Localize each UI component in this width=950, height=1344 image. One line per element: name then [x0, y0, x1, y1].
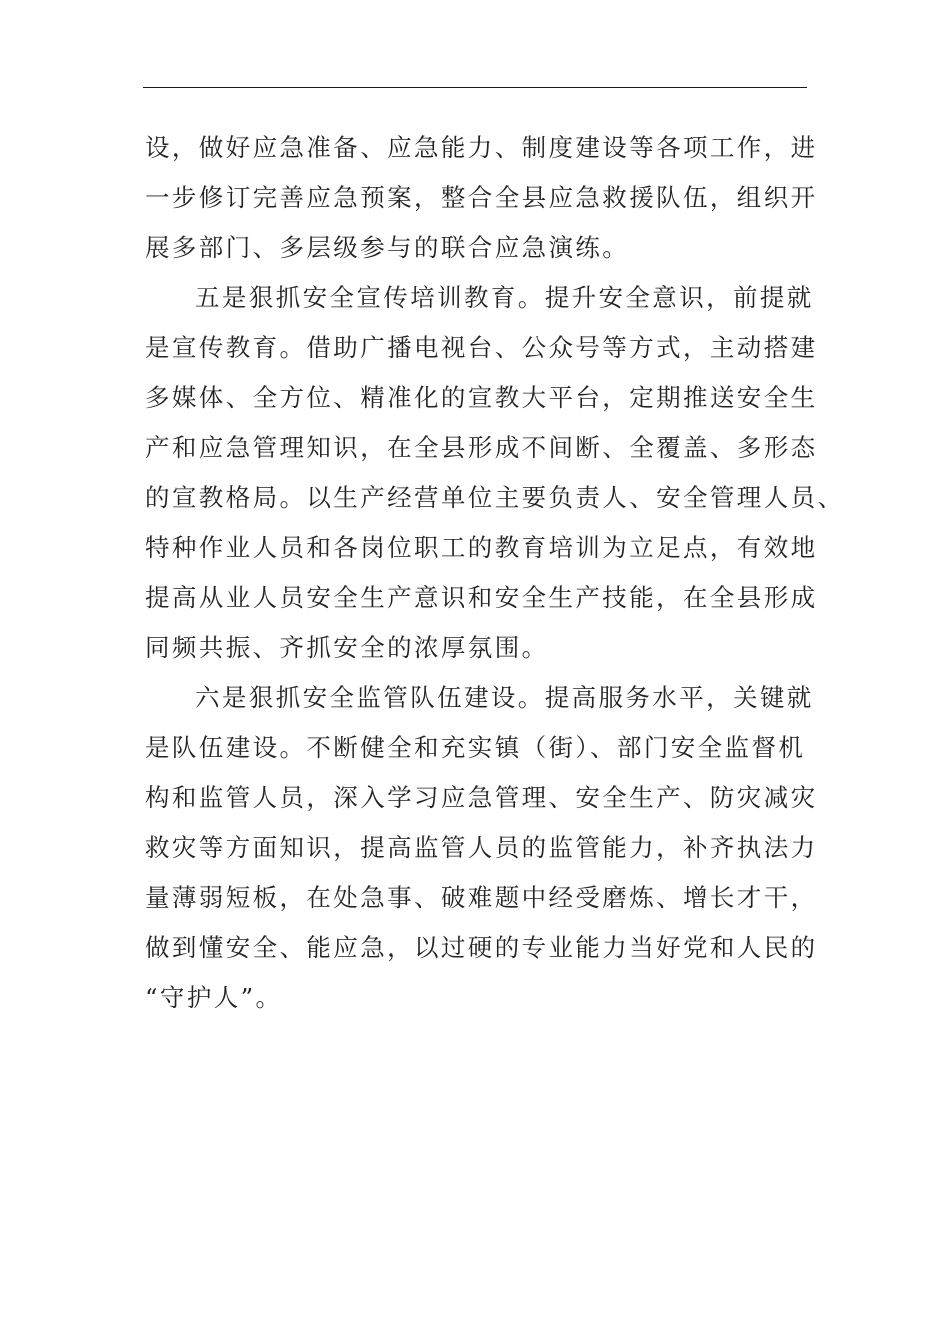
text-line: 做到懂安全、能应急，以过硬的专业能力当好党和人民的 [145, 933, 818, 962]
text-line: “守护人”。 [145, 983, 283, 1012]
text-line: 的宣教格局。以生产经营单位主要负责人、安全管理人员、 [145, 483, 845, 512]
text-line: 是宣传教育。借助广播电视台、公众号等方式，主动搭建 [145, 333, 818, 362]
text-line: 是队伍建设。不断健全和充实镇（街）、部门安全监督机 [145, 733, 806, 762]
text-line: 同频共振、齐抓安全的浓厚氛围。 [145, 633, 549, 662]
text-line: 提高从业人员安全生产意识和安全生产技能，在全县形成 [145, 583, 818, 612]
paragraph-first-line: 五是狠抓安全宣传培训教育。提升安全意识，前提就 [195, 283, 814, 312]
text-line: 特种作业人员和各岗位职工的教育培训为立足点，有效地 [145, 533, 818, 562]
text-line: 产和应急管理知识，在全县形成不间断、全覆盖、多形态 [145, 433, 818, 462]
text-line: 一步修订完善应急预案，整合全县应急救援队伍，组织开 [145, 183, 818, 212]
paragraph-first-line: 六是狠抓安全监管队伍建设。提高服务水平，关键就 [195, 683, 814, 712]
text-line: 设，做好应急准备、应急能力、制度建设等各项工作，进 [145, 133, 818, 162]
text-line: 量薄弱短板，在处急事、破难题中经受磨炼、增长才干， [145, 883, 818, 912]
text-line: 多媒体、全方位、精准化的宣教大平台，定期推送安全生 [145, 383, 818, 412]
text-line: 展多部门、多层级参与的联合应急演练。 [145, 233, 630, 262]
text-line: 救灾等方面知识，提高监管人员的监管能力，补齐执法力 [145, 833, 818, 862]
text-line: 构和监管人员，深入学习应急管理、安全生产、防灾减灾 [145, 783, 818, 812]
